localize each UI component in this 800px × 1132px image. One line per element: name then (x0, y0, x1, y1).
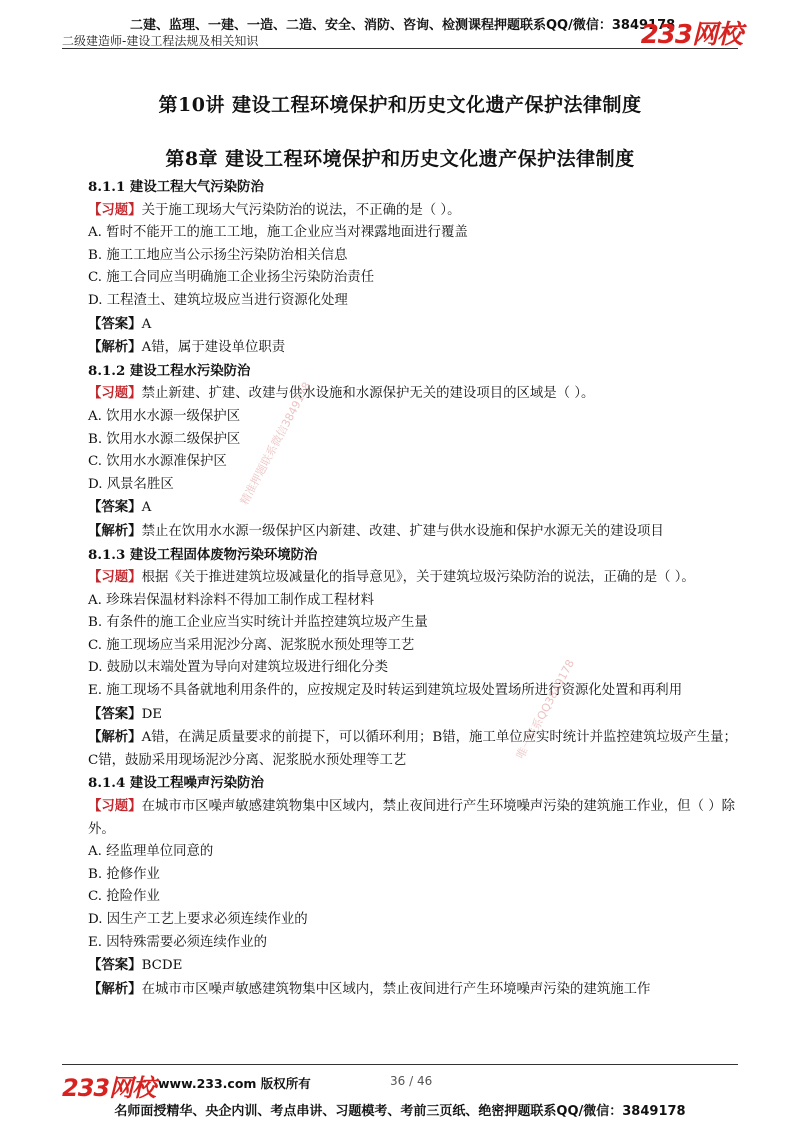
footer-logo: 233网校 (62, 1074, 156, 1102)
section-heading: 8.1.4 建设工程噪声污染防治 (88, 775, 264, 792)
option: C. 施工合同应当明确施工企业扬尘污染防治责任 (88, 270, 375, 286)
watermark: 唯一联系QQ3849178 (513, 657, 578, 762)
question (62, 382, 742, 406)
answer-text: A (141, 500, 152, 516)
option: E. 施工现场不具备就地利用条件的，应按规定及时转运到建筑垃圾处置场所进行资源化处置和再利用 (88, 683, 683, 699)
answer (62, 313, 742, 337)
option: C. 抢险作业 (88, 889, 160, 905)
answer-text: BCDE (141, 958, 183, 974)
option: A. 饮用水水源一级保护区 (88, 408, 241, 424)
question (62, 795, 742, 841)
question-text: 禁止新建、扩建、改建与供水设施和水源保护无关的建设项目的区域是（ ）。 (141, 386, 595, 402)
lecture-title: 第10讲 建设工程环境保护和历史文化遗产保护法律制度 (158, 94, 642, 116)
option: E. 因特殊需要必须连续作业的 (88, 934, 267, 950)
answer (62, 496, 742, 520)
option: B. 饮用水水源二级保护区 (88, 431, 241, 447)
watermark: 精准押题联系微信3849178 (237, 379, 314, 508)
answer-tag: 【答案】 (88, 499, 142, 516)
option: C. 饮用水水源准保护区 (88, 454, 227, 470)
option: D. 工程渣土、建筑垃圾应当进行资源化处理 (88, 292, 348, 308)
analysis-text: A错，属于建设单位职责 (141, 340, 286, 356)
option: A. 暂时不能开工的施工工地，施工企业应当对裸露地面进行覆盖 (88, 225, 468, 241)
answer-text: DE (141, 706, 163, 722)
option: B. 施工工地应当公示扬尘污染防治相关信息 (88, 247, 348, 263)
answer (62, 954, 742, 978)
brand-logo: 233网校 (640, 20, 742, 50)
option: D. 因生产工艺上要求必须连续作业的 (88, 912, 308, 927)
analysis (62, 978, 742, 1002)
option: B. 抢修作业 (88, 866, 160, 882)
answer (62, 703, 742, 727)
analysis-text: 在城市市区噪声敏感建筑物集中区域内，禁止夜间进行产生环境噪声污染的建筑施工作 (141, 981, 651, 997)
question (62, 199, 742, 223)
option: D. 鼓励以末端处置为导向对建筑垃圾进行细化分类 (88, 660, 388, 676)
section-heading: 8.1.3 建设工程固体废物污染环境防治 (88, 546, 318, 563)
question-text: 根据《关于推进建筑垃圾减量化的指导意见》，关于建筑垃圾污染防治的说法，正确的是（ ）。 (141, 570, 695, 586)
question-tag: 【习题】 (88, 569, 142, 586)
question-tag: 【习题】 (88, 385, 142, 402)
section-heading: 8.1.1 建设工程大气污染防治 (88, 179, 264, 195)
answer-tag: 【答案】 (88, 957, 142, 974)
option: C. 施工现场应当采用泥沙分离、泥浆脱水预处理等工艺 (88, 637, 415, 653)
document-body (62, 176, 742, 1001)
section-heading: 8.1.2 建设工程水污染防治 (88, 362, 251, 379)
answer-text: A (141, 316, 152, 332)
question-text: 在城市市区噪声敏感建筑物集中区域内，禁止夜间进行产生环境噪声污染的建筑施工作业，但（ ）除外。 (88, 799, 736, 837)
option: B. 有条件的施工企业应当实时统计并监控建筑垃圾产生量 (88, 615, 428, 631)
analysis (62, 520, 742, 544)
option: A. 珍珠岩保温材料涂料不得加工制作成工程材料 (88, 592, 374, 608)
analysis-text: 禁止在饮用水水源一级保护区内新建、改建、扩建与供水设施和保护水源无关的建设项目 (141, 523, 664, 539)
option: D. 风景名胜区 (88, 476, 174, 492)
analysis (62, 726, 742, 772)
answer-tag: 【答案】 (88, 315, 142, 332)
question-tag: 【习题】 (88, 201, 142, 218)
question-tag: 【习题】 (88, 798, 142, 815)
analysis (62, 336, 742, 360)
answer-tag: 【答案】 (88, 705, 142, 722)
footer-divider (62, 1064, 738, 1065)
analysis-tag: 【解析】 (88, 339, 142, 356)
header-promo-line: 二建、监理、一建、一造、二造、安全、消防、咨询、检测课程押题联系QQ/微信：3849178 (130, 18, 676, 33)
footer-site[interactable]: www.233.com 版权所有 (158, 1076, 311, 1091)
header-divider (62, 48, 738, 49)
option: A. 经监理单位同意的 (88, 844, 214, 860)
page-number: 36 / 46 (390, 1074, 433, 1088)
chapter-title: 第8章 建设工程环境保护和历史文化遗产保护法律制度 (165, 148, 635, 170)
analysis-tag: 【解析】 (88, 980, 142, 997)
question (62, 566, 742, 590)
document-subtitle: 二级建造师-建设工程法规及相关知识 (62, 34, 259, 48)
analysis-tag: 【解析】 (88, 522, 142, 539)
analysis-tag: 【解析】 (88, 729, 142, 746)
footer-promo-line: 名师面授精华、央企内训、考点串讲、习题模考、考前三页纸、绝密押题联系QQ/微信：3849178 (114, 1104, 686, 1119)
analysis-text: A错，在满足质量要求的前提下，可以循环利用；B错，施工单位应实时统计并监控建筑垃圾产生量；C错，鼓励采用现场泥沙分离、泥浆脱水预处理等工艺 (88, 730, 737, 768)
question-text: 关于施工现场大气污染防治的说法，不正确的是（ ）。 (141, 202, 461, 218)
